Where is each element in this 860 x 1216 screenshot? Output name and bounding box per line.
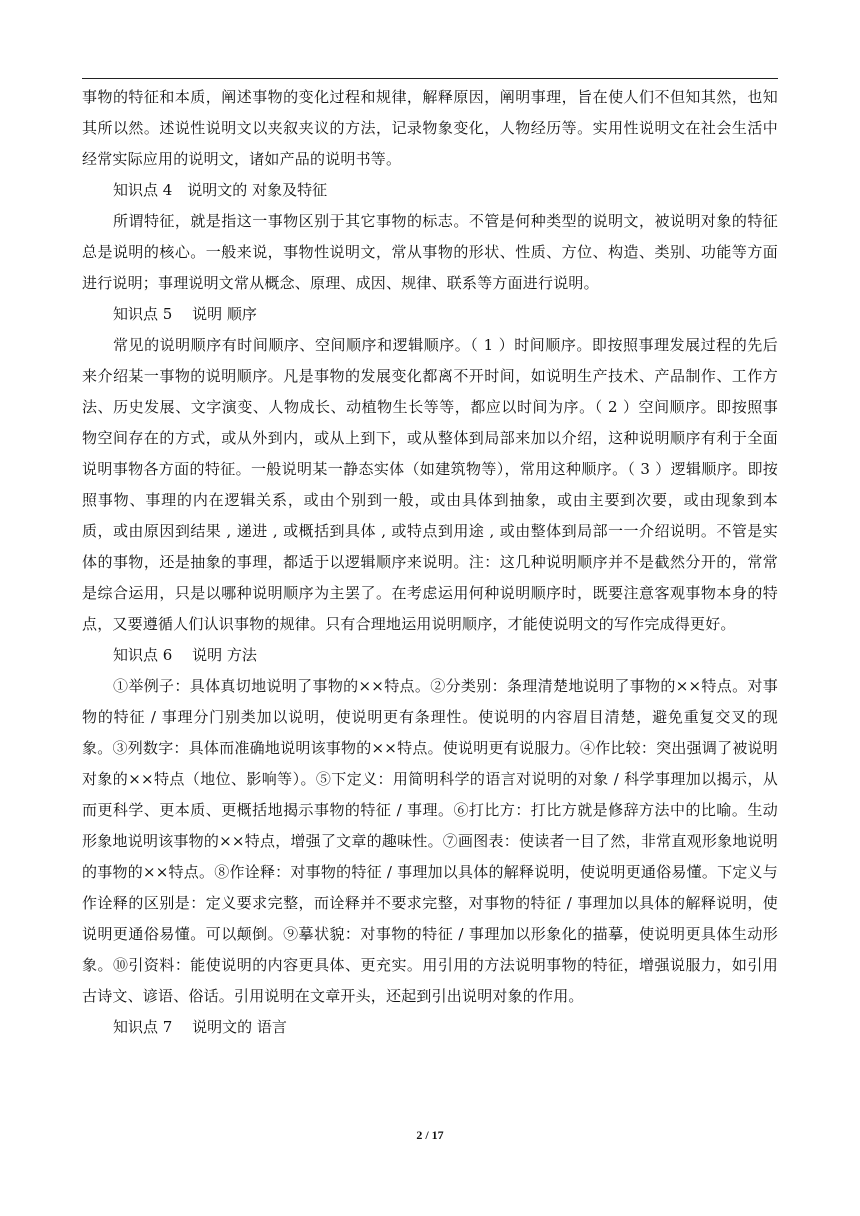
page-content — [82, 82, 778, 1043]
heading-knowledge-point-4: 知识点 4 说明文的 对象及特征 — [113, 181, 328, 199]
page-number: 2 / 17 — [416, 1128, 444, 1142]
heading-knowledge-point-6: 知识点 6 说明 方法 — [113, 646, 257, 664]
header-rule — [82, 78, 778, 79]
heading-knowledge-point-5: 知识点 5 说明 顺序 — [113, 305, 257, 323]
paragraph-explanation-order: 常见的说明顺序有时间顺序、空间顺序和逻辑顺序。（ 1 ）时间顺序。即按照事理发展过程的先后来介绍某一事物的说明顺序。凡是事物的发展变化都离不开时间，如说明生产技术、产品制作、工作方法、历史发展、文字演变、人物成长、动植物生长等等，都应以时间为序。（ 2 ）空间顺序。即按照事物空间存在的方式，或从外到内，或从上到下，或从整体到局部来加以介绍，这种说明顺序有利于全面说明事物各方面的特征。一般说明某一静态实体（如建筑物等），常用这种顺序。（ 3 ）逻辑顺序。即按照事物、事理的内在逻辑关系，或由个别到一般，或由具体到抽象，或由主要到次要，或由现象到本质，或由原因到结果 , 递进 , 或概括到具体 , 或特点到用途 , 或由整体到局部一一介绍说明。不管是实体的事物，还是抽象的事理，都适于以逻辑顺序来说明。注：这几种说明顺序并不是截然分开的，常常是综合运用，只是以哪种说明顺序为主罢了。在考虑运用何种说明顺序时，既要注意客观事物本身的特点，又要遵循人们认识事物的规律。只有合理地运用说明顺序，才能使说明文的写作完成得更好。 — [82, 336, 778, 633]
paragraph-features: 所谓特征，就是指这一事物区别于其它事物的标志。不管是何种类型的说明文，被说明对象的特征总是说明的核心。一般来说，事物性说明文，常从事物的形状、性质、方位、构造、类别、功能等方面进行说明；事理说明文常从概念、原理、成因、规律、联系等方面进行说明。 — [82, 212, 778, 292]
paragraph-intro-continued: 事物的特征和本质，阐述事物的变化过程和规律，解释原因，阐明事理，旨在使人们不但知其然，也知其所以然。述说性说明文以夹叙夹议的方法，记录物象变化，人物经历等。实用性说明文在社会生活中经常实际应用的说明文，诸如产品的说明书等。 — [82, 88, 778, 168]
heading-knowledge-point-7: 知识点 7 说明文的 语言 — [113, 1018, 287, 1036]
paragraph-explanation-methods: ①举例子：具体真切地说明了事物的××特点。②分类别：条理清楚地说明了事物的××特点。对事物的特征 / 事理分门别类加以说明，使说明更有条理性。使说明的内容眉目清楚，避免重复交叉的现象。③列数字：具体而准确地说明该事物的××特点。使说明更有说服力。④作比较：突出强调了被说明对象的××特点（地位、影响等）。⑤下定义：用简明科学的语言对说明的对象 / 科学事理加以揭示，从而更科学、更本质、更概括地揭示事物的特征 / 事理。⑥打比方：打比方就是修辞方法中的比喻。生动形象地说明该事物的××特点，增强了文章的趣味性。⑦画图表：使读者一目了然，非常直观形象地说明的事物的××特点。⑧作诠释：对事物的特征 / 事理加以具体的解释说明，使说明更通俗易懂。下定义与作诠释的区别是：定义要求完整，而诠释并不要求完整，对事物的特征 / 事理加以具体的解释说明，使说明更通俗易懂。可以颠倒。⑨摹状貌：对事物的特征 / 事理加以形象化的描摹，使说明更具体生动形象。⑩引资料：能使说明的内容更具体、更充实。用引用的方法说明事物的特征，增强说服力，如引用古诗文、谚语、俗话。引用说明在文章开头，还起到引出说明对象的作用。 — [82, 677, 778, 1005]
